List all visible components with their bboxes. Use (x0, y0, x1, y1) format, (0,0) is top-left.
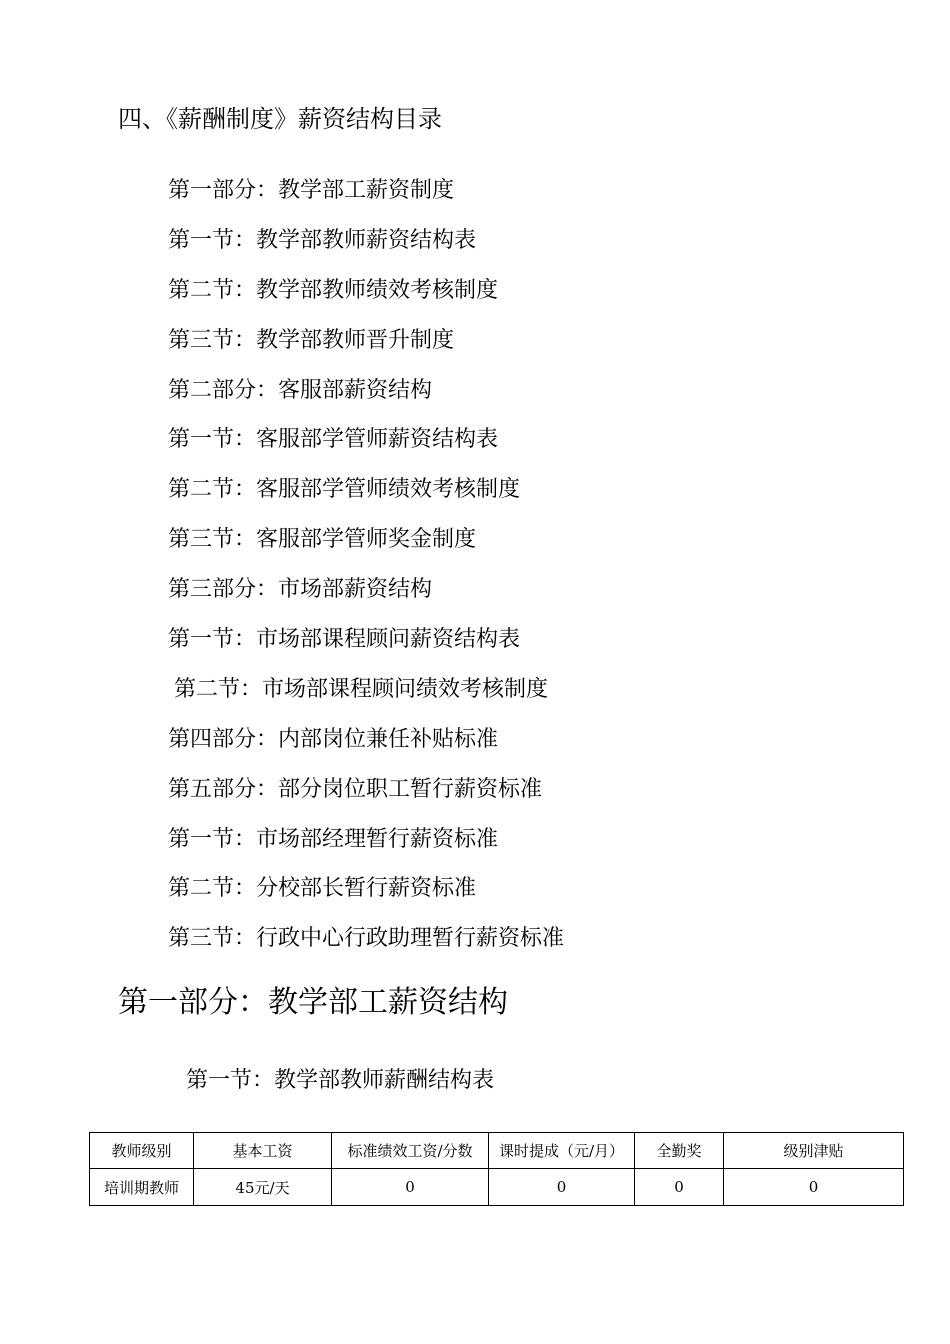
toc-item: 第二部分：客服部薪资结构 (168, 377, 433, 403)
toc-item: 第五部分：部分岗位职工暂行薪资标准 (168, 776, 543, 802)
table-cell: 0 (332, 1169, 489, 1206)
column-header: 基本工资 (194, 1133, 332, 1169)
table-cell: 0 (724, 1169, 904, 1206)
table-cell: 0 (635, 1169, 724, 1206)
toc-heading: 四、《薪酬制度》薪资结构目录 (118, 105, 442, 133)
table-header-row (90, 1133, 904, 1169)
toc-item: 第二节：市场部课程顾问绩效考核制度 (174, 676, 549, 702)
column-header: 课时提成（元/月） (489, 1133, 635, 1169)
toc-item: 第一节：客服部学管师薪资结构表 (168, 427, 499, 453)
column-header: 标准绩效工资/分数 (332, 1133, 489, 1169)
column-header: 教师级别 (90, 1133, 194, 1169)
table-cell: 培训期教师 (90, 1169, 194, 1206)
toc-item: 第三节：行政中心行政助理暂行薪资标准 (168, 926, 565, 952)
toc-item: 第四部分：内部岗位兼任补贴标准 (168, 726, 499, 752)
column-header: 级别津贴 (724, 1133, 904, 1169)
column-header: 全勤奖 (635, 1133, 724, 1169)
toc-item: 第一节：市场部经理暂行薪资标准 (168, 826, 499, 852)
table-cell: 45元/天 (194, 1169, 332, 1206)
toc-item: 第三节：教学部教师晋升制度 (168, 327, 455, 353)
toc-item: 第一部分：教学部工薪资制度 (168, 178, 455, 203)
table-row (90, 1169, 904, 1206)
section-title: 第一节：教学部教师薪酬结构表 (186, 1068, 495, 1093)
toc-item: 第二节：分校部长暂行薪资标准 (168, 876, 477, 902)
toc-item: 第三节：客服部学管师奖金制度 (168, 527, 477, 553)
salary-structure-table (89, 1132, 904, 1206)
toc-item: 第一节：教学部教师薪资结构表 (168, 227, 477, 253)
toc-item: 第二节：教学部教师绩效考核制度 (168, 277, 499, 303)
toc-list (168, 172, 564, 970)
toc-item: 第二节：客服部学管师绩效考核制度 (168, 477, 521, 503)
toc-item: 第一节：市场部课程顾问薪资结构表 (168, 627, 521, 653)
part-title: 第一部分：教学部工薪资结构 (118, 985, 508, 1020)
table-cell: 0 (489, 1169, 635, 1206)
toc-item: 第三部分：市场部薪资结构 (168, 577, 433, 603)
